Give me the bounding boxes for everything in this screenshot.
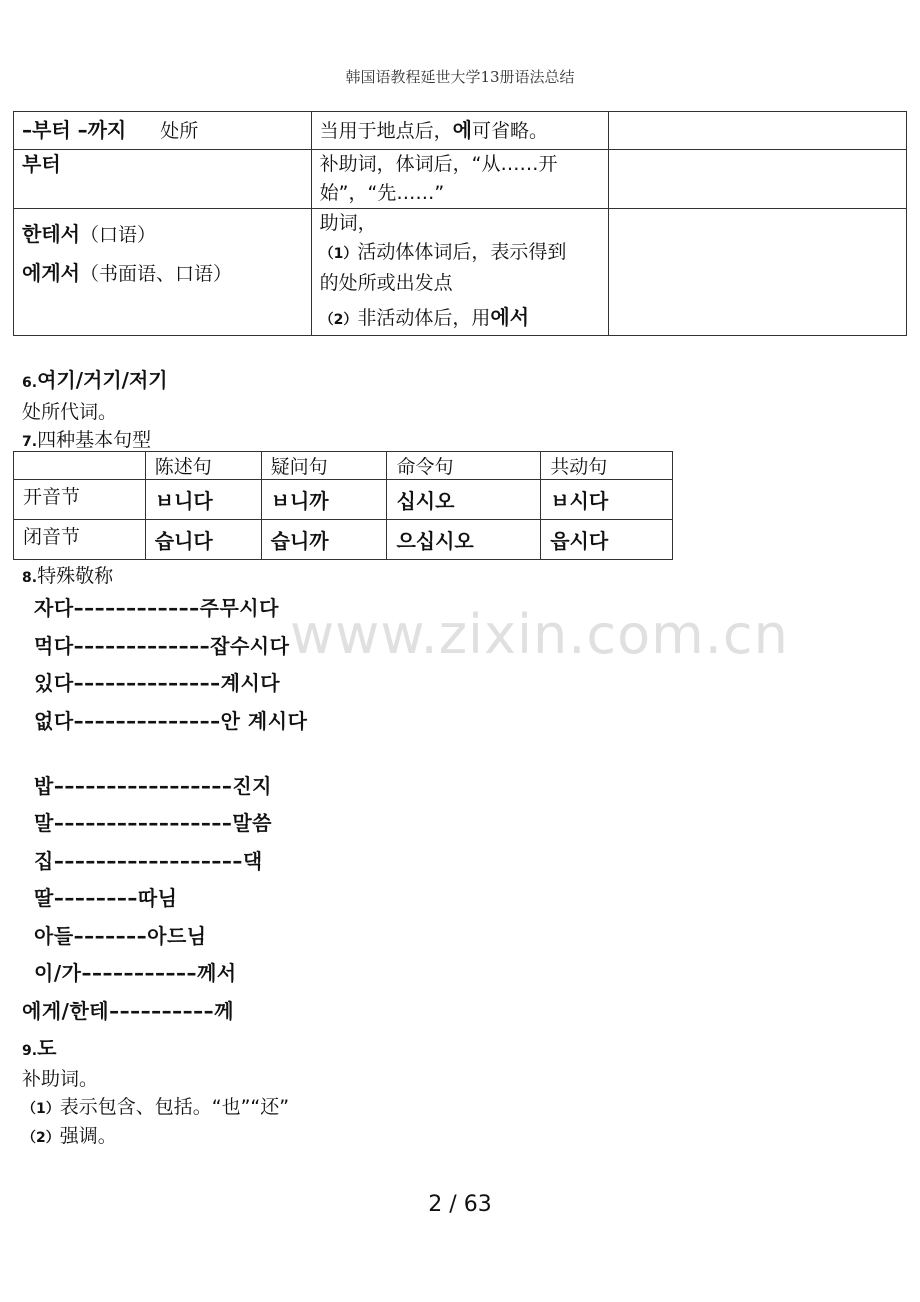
term-kr: –부터 –까지 <box>22 117 127 142</box>
honorific-item: 먹다–––––––––––––잡수시다 <box>34 634 290 658</box>
header-cell <box>14 452 146 480</box>
header-cell: 共动句 <box>541 452 673 480</box>
table-cell-empty <box>609 112 907 150</box>
table-cell: 으십시오 <box>387 520 541 560</box>
table-row <box>14 112 907 150</box>
section-number: 8. <box>22 570 38 586</box>
table-cell: ㅂ니까 <box>261 480 387 520</box>
table-cell <box>311 112 609 150</box>
table-cell: 습니다 <box>145 520 261 560</box>
table-cell-empty <box>609 209 907 336</box>
header-cell: 命令句 <box>387 452 541 480</box>
header-cell: 疑问句 <box>261 452 387 480</box>
cell-line <box>22 254 303 293</box>
table-cell: 십시오 <box>387 480 541 520</box>
list-number: （1） <box>22 1101 60 1117</box>
cell-text: 可省略。 <box>471 119 548 142</box>
honorific-item: 없다––––––––––––––안 계시다 <box>34 709 308 733</box>
cell-text: 当用于地点后， <box>319 119 453 142</box>
table-cell <box>14 209 312 336</box>
cell-line <box>22 215 303 254</box>
section-title: 도 <box>37 1036 57 1060</box>
table-cell <box>311 209 609 336</box>
section-6-title <box>22 364 168 393</box>
table-row <box>14 480 673 520</box>
section-title: 여기/거기/저기 <box>37 368 168 392</box>
honorific-item: 딸––––––––따님 <box>34 886 178 910</box>
term-kr: 에게서 <box>22 261 80 285</box>
point-text: 强调。 <box>59 1125 117 1147</box>
table-header-row <box>14 452 673 480</box>
row-label: 闭音节 <box>14 520 146 560</box>
section-9-desc: 补助词。 <box>22 1068 99 1090</box>
section-number: 6. <box>22 375 38 391</box>
term-kr: 한테서 <box>22 222 80 246</box>
section-number: 9. <box>22 1043 38 1059</box>
honorific-item: 집––––––––––––––––––댁 <box>34 849 263 873</box>
section-9-point-1 <box>22 1092 289 1119</box>
table-cell-empty <box>609 150 907 209</box>
term-cn: （书面语、口语） <box>79 263 232 285</box>
cell-line: 助词， <box>319 212 377 234</box>
section-8-title <box>22 561 113 588</box>
section-9-point-2 <box>22 1121 117 1148</box>
section-title: 四种基本句型 <box>37 429 152 451</box>
section-6-desc: 处所代词。 <box>22 401 118 423</box>
section-title: 特殊敬称 <box>37 565 114 587</box>
table-row <box>14 209 907 336</box>
term-kr: 부터 <box>22 152 61 176</box>
cell-line: 补助词，体词后，“从……开 <box>319 153 558 175</box>
table-cell <box>14 112 312 150</box>
honorific-item: 아들–––––––아드님 <box>34 924 207 948</box>
honorific-item: 에게/한테––––––––––께 <box>22 999 234 1023</box>
list-number: （2） <box>22 1130 60 1146</box>
page-number: 2 / 63 <box>428 1192 492 1217</box>
point-text: 表示包含、包括。“也”“还” <box>59 1096 290 1118</box>
honorific-item: 자다––––––––––––주무시다 <box>34 596 279 620</box>
cell-text: 非活动体后，用 <box>357 307 491 329</box>
cell-line: 的处所或出发点 <box>319 272 453 294</box>
list-number: （2） <box>319 312 358 328</box>
cell-line <box>320 303 601 335</box>
header-cell: 陈述句 <box>145 452 261 480</box>
cell-kr: 에 <box>452 117 472 142</box>
honorific-item: 있다––––––––––––––계시다 <box>34 671 281 695</box>
sentence-type-table <box>13 451 673 560</box>
section-9-title <box>22 1032 56 1061</box>
term-cn: 处所 <box>160 119 199 142</box>
table-row <box>14 520 673 560</box>
section-7-title <box>22 425 151 452</box>
cell-line <box>320 238 601 269</box>
table-cell: 습니까 <box>261 520 387 560</box>
page-header: 韩国语教程延世大学13册语法总结 <box>345 68 575 86</box>
term-cn: （口语） <box>79 224 156 246</box>
table-cell <box>14 150 312 209</box>
table-cell: ㅂ시다 <box>541 480 673 520</box>
cell-text: 活动体体词后，表示得到 <box>357 241 567 263</box>
list-number: （1） <box>319 246 358 262</box>
cell-kr: 에서 <box>490 305 530 329</box>
table-cell <box>311 150 609 209</box>
honorific-item: 말–––––––––––––––––말씀 <box>34 811 272 835</box>
row-label: 开音节 <box>14 480 146 520</box>
table-cell: ㅂ니다 <box>145 480 261 520</box>
table-cell: 읍시다 <box>541 520 673 560</box>
cell-line: 始”，“先……” <box>319 182 445 204</box>
honorific-item: 이/가–––––––––––께서 <box>34 961 237 985</box>
honorific-item: 밥–––––––––––––––––진지 <box>34 774 272 798</box>
section-number: 7. <box>22 434 38 450</box>
grammar-table <box>13 111 907 336</box>
watermark: www.zixin.com.cn <box>290 603 789 666</box>
table-row <box>14 150 907 209</box>
